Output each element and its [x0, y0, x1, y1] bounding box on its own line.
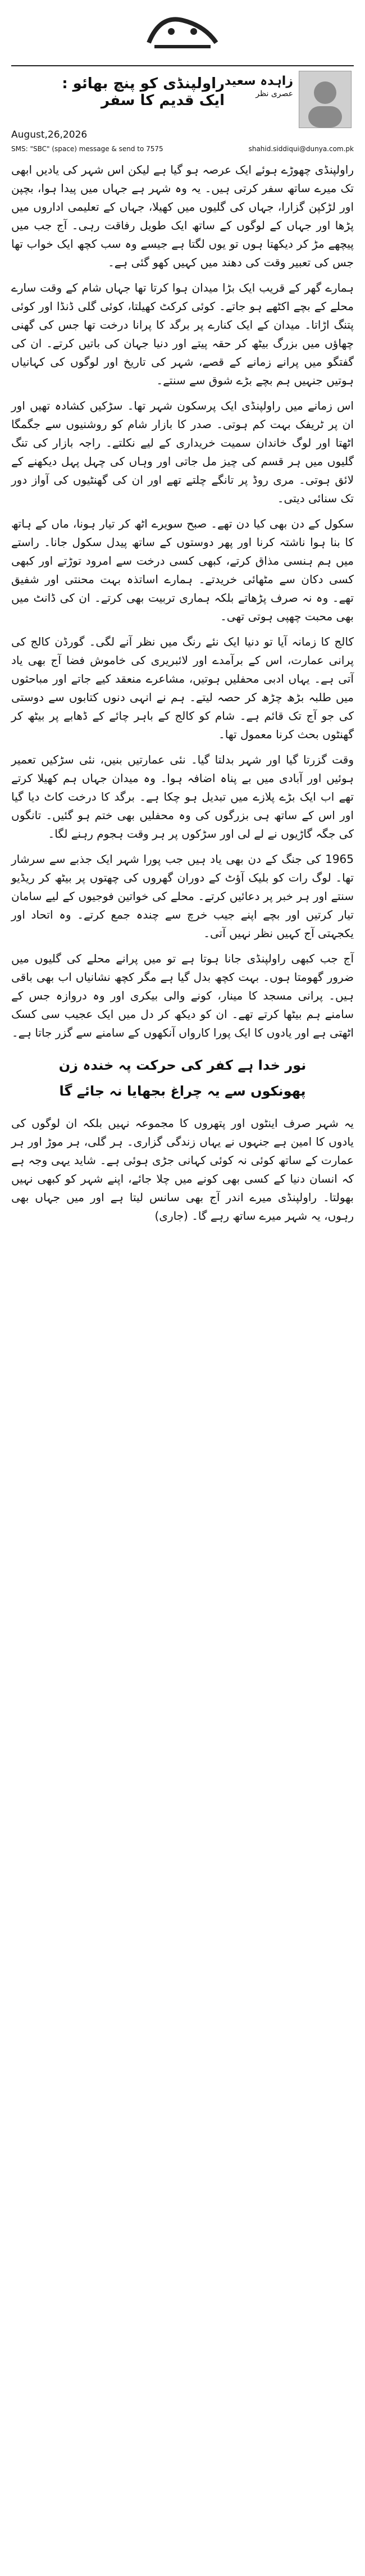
author-subtitle: عصری نظر: [256, 89, 293, 98]
poem-line: نور خدا ہے کفر کی حرکت پہ خندہ زن: [58, 1057, 307, 1073]
newspaper-logo: [138, 3, 227, 60]
paragraph: وقت گزرتا گیا اور شہر بدلتا گیا۔ نئی عمارتیں بنیں، نئی سڑکیں تعمیر ہوئیں اور آبادی میں بے پناہ اضافہ ہوا۔ وہ میدان جہاں ہم کھیلا کرتے تھے اب ایک بڑے پلازے میں تبدیل ہو چکا ہے۔ برگد کا درخت کاٹ دیا گیا اور اس کے ساتھ ہی بزرگوں کی وہ محفلیں بھی ختم ہو گئیں۔ تانگوں کی جگہ گاڑیوں نے لے لی اور سڑکوں پر ہر وقت ہجوم رہنے لگا۔: [11, 753, 354, 841]
header-divider: [11, 65, 354, 66]
author-email: shahid.siddiqui@dunya.com.pk: [248, 145, 354, 153]
poem-line: پھونکوں سے یہ چراغ بجھایا نہ جائے گا: [59, 1083, 306, 1099]
paragraph: اس زمانے میں راولپنڈی ایک پرسکون شہر تھا۔ سڑکیں کشادہ تھیں اور ان پر ٹریفک بہت کم ہوتی۔ صدر کا بازار شام کو روشنیوں سے جگمگا اٹھتا اور لوگ خاندان سمیت خریداری کے لیے نکلتے۔ راجہ بازار کی تنگ گلیوں میں ہر قسم کی چیز مل جاتی اور وہاں کی چہل پہل دیکھنے کے لائق ہوتی۔ مری روڈ پر تانگے چلتے تھے اور ان کی گھنٹیوں کی آواز دور تک سنائی دیتی۔: [11, 399, 354, 505]
paragraph: 1965 کی جنگ کے دن بھی یاد ہیں جب پورا شہر ایک جذبے سے سرشار تھا۔ لوگ رات کو بلیک آؤٹ کے دوران گھروں کی چھتوں پر بیٹھ کر ریڈیو سنتے اور ہر خبر پر دعائیں کرتے۔ محلے کی خواتین فوجیوں کے لیے سامان تیار کرتیں اور بچے اپنے جیب خرچ سے چندہ جمع کرتے۔ وہ اتحاد اور یکجہتی آج کہیں نظر نہیں آتی۔: [11, 852, 354, 940]
publish-date: August,26,2026: [11, 129, 88, 140]
sms-line: SMS: "SBC" (space) message & send to 7575: [11, 145, 163, 153]
article-body: [11, 161, 354, 1232]
author-name: زاہدہ سعید: [224, 74, 293, 88]
paragraph: یہ شہر صرف اینٹوں اور پتھروں کا مجموعہ نہیں بلکہ ان لوگوں کی یادوں کا امین ہے جنہوں نے یہاں زندگی گزاری۔ ہر گلی، ہر موڑ اور ہر عمارت کے ساتھ کوئی نہ کوئی کہانی جڑی ہوئی ہے۔ شاید یہی وجہ ہے کہ انسان دنیا کے کسی بھی کونے میں چلا جائے، اپنے شہر کو کبھی نہیں بھولتا۔ راولپنڈی میرے اندر آج بھی سانس لیتا ہے اور میں جہاں بھی رہوں، یہ شہر میرے ساتھ رہے گا۔ (جاری): [11, 1116, 354, 1223]
contact-row: [11, 144, 354, 156]
author-block: [225, 74, 293, 98]
article-title: راولپنڈی کو پنچ بھائو : ایک قدیم کا سفر: [62, 75, 225, 109]
poem-couplet: [11, 1052, 354, 1104]
paragraph: آج جب کبھی راولپنڈی جانا ہوتا ہے تو میں پرانے محلے کی گلیوں میں ضرور گھومتا ہوں۔ بہت کچھ بدل گیا ہے مگر کچھ نشانیاں اب بھی باقی ہیں۔ پرانی مسجد کا مینار، کونے والی بیکری اور وہ دروازہ جس کے سامنے ہم بیٹھا کرتے تھے۔ ان کو دیکھ کر دل میں ایک عجیب سی کسک اٹھتی ہے اور یادوں کا ایک پورا کارواں آنکھوں کے سامنے سے گزر جاتا ہے۔: [11, 952, 354, 1039]
meta-row: [11, 129, 354, 142]
avatar-icon: [299, 71, 351, 128]
paragraph: کالج کا زمانہ آیا تو دنیا ایک نئے رنگ میں نظر آنے لگی۔ گورڈن کالج کی پرانی عمارت، اس کے برآمدے اور لائبریری کی خاموش فضا آج بھی یاد آتی ہے۔ یہاں ادبی محفلیں ہوتیں، مشاعرے منعقد کیے جاتے اور مباحثوں میں طلبہ بڑھ چڑھ کر حصہ لیتے۔ ہم نے انہی دنوں کتابوں سے دوستی کی جو آج تک قائم ہے۔ شام کو کالج کے باہر چائے کے ڈھابے پر بیٹھ کر گھنٹوں بحث کرنا معمول تھا۔: [11, 635, 354, 741]
logo-mark: [138, 3, 227, 60]
paragraph: راولپنڈی چھوڑے ہوئے ایک عرصہ ہو گیا ہے لیکن اس شہر کی یادیں ابھی تک میرے ساتھ سفر کرتی ہیں۔ یہ وہ شہر ہے جہاں میں پیدا ہوا، بچپن اور لڑکپن گزارا، جہاں کی گلیوں میں کھیلا، جہاں کے تعلیمی اداروں میں پڑھا اور جہاں کے لوگوں کے ساتھ ایک طویل رفاقت رہی۔ آج جب میں پیچھے مڑ کر دیکھتا ہوں تو یوں لگتا ہے جیسے وہ سب کچھ ایک خواب تھا جس کی تعبیر وقت کی دھند میں کہیں کھو گئی ہے۔: [11, 163, 354, 269]
paragraph: ہمارے گھر کے قریب ایک بڑا میدان ہوا کرتا تھا جہاں شام کے وقت سارے محلے کے بچے اکٹھے ہو جاتے۔ کوئی کرکٹ کھیلتا، کوئی گلی ڈنڈا اور کوئی پتنگ اڑاتا۔ میدان کے ایک کنارے پر برگد کا پرانا درخت تھا جس کی گھنی چھاؤں میں بزرگ بیٹھ کر حقہ پیتے اور دنیا جہان کی باتیں کرتے۔ ان کی گفتگو میں پرانے زمانے کے قصے، شہر کی تاریخ اور لوگوں کی کہانیاں ہوتیں جنہیں ہم بچے بڑے شوق سے سنتے۔: [11, 281, 354, 387]
author-photo: [299, 71, 352, 128]
paragraph: سکول کے دن بھی کیا دن تھے۔ صبح سویرے اٹھ کر تیار ہونا، ماں کے ہاتھ کا بنا ہوا ناشتہ کرنا اور پھر دوستوں کے ساتھ پیدل سکول جانا۔ راستے میں ہم ہنسی مذاق کرتے، کبھی کسی درخت سے امرود توڑتے اور کبھی کسی دکان سے مٹھائی خریدتے۔ ہمارے اساتذہ بہت محنتی اور شفیق تھے۔ وہ نہ صرف پڑھاتے بلکہ ہماری تربیت بھی کرتے۔ ان کی ڈانٹ میں بھی محبت چھپی ہوتی تھی۔: [11, 517, 354, 623]
